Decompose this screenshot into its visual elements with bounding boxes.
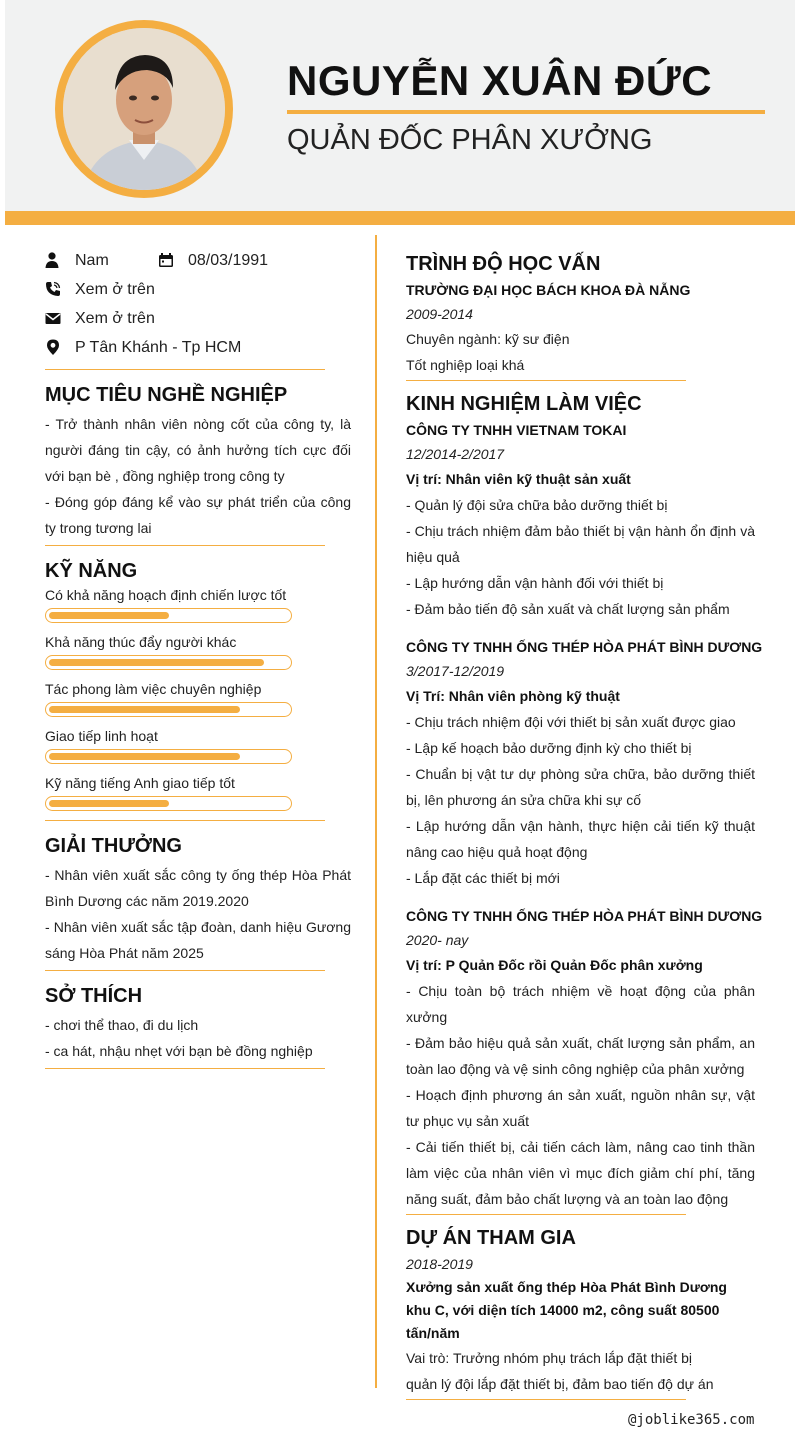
email-icon [45,310,61,326]
section-divider [406,1214,686,1215]
job-duty: - Đảm bảo hiệu quả sản xuất, chất lượng sản phẩm, an toàn lao động và vệ sinh công nghiệp của phân xưởng [406,1035,755,1077]
project-role: Vai trò: Trưởng nhóm phụ trách lắp đặt thiết bị [406,1350,693,1366]
job-company: CÔNG TY TNHH VIETNAM TOKAI [406,422,627,438]
job-duty: - Lập kế hoạch bảo dưỡng định kỳ cho thiết bị [406,740,692,756]
name-underline [287,110,765,114]
objective-line: - Trở thành nhân viên nòng cốt của công ty, là người đáng tin cậy, có ảnh hưởng tích cực đối với bạn bè , đồng nghiệp trong công ty [45,416,351,484]
job-company: CÔNG TY TNHH ỐNG THÉP HÒA PHÁT BÌNH DƯƠNG [406,908,763,924]
user-icon [45,252,61,268]
job-position: Vị Trí: Nhân viên phòng kỹ thuật [406,688,620,704]
skill-bar [45,749,292,764]
job-duty: - Chịu toàn bộ trách nhiệm về hoạt động của phân xưởng [406,983,755,1025]
school-name: TRƯỜNG ĐẠI HỌC BÁCH KHOA ĐÀ NẴNG [406,282,691,298]
skill-bar-fill [49,659,264,666]
job-duty: - Lắp đặt các thiết bị mới [406,870,560,886]
job-duty: - Cải tiến thiết bị, cải tiến cách làm, nâng cao tinh thần làm việc của nhân viên vì mục đích giảm chí phí, tăng năng suất, đảm bảo chất lượng và an toàn lao động [406,1139,755,1207]
section-divider [45,820,325,821]
job-duty: - Đảm bảo tiến độ sản xuất và chất lượng sản phẩm [406,601,730,617]
skill-bar-fill [49,706,240,713]
candidate-role: QUẢN ĐỐC PHÂN XƯỞNG [287,124,653,156]
left-column [45,250,351,1083]
job-position: Vị trí: Nhân viên kỹ thuật sản xuất [406,471,631,487]
gender-value: Nam [75,252,109,269]
phone-icon [45,281,61,297]
skill-bar-fill [49,612,169,619]
job-duty: - Chịu trách nhiệm đảm bảo thiết bị vận hành ổn định và hiệu quả [406,523,755,565]
job-duty: - Quản lý đội sửa chữa bảo dưỡng thiết bị [406,497,668,513]
hobbies-title: SỞ THÍCH [45,985,143,1007]
projects-title: DỰ ÁN THAM GIA [406,1227,576,1249]
job-entry [406,418,755,622]
skill-label: Khả năng thúc đẩy người khác [45,634,237,650]
hobby-line: - ca hát, nhậu nhẹt với bạn bè đồng nghiệp [45,1043,313,1059]
section-divider [45,1068,325,1069]
avatar [63,28,225,190]
skill-label: Có khả năng hoạch định chiến lược tốt [45,587,287,603]
objective-line: - Đóng góp đáng kể vào sự phát triển của công ty trong tương lai [45,494,351,536]
header-accent-bar [5,211,795,225]
objective-title: MỤC TIÊU NGHỀ NGHIỆP [45,384,288,406]
job-entry [406,635,763,891]
skill-bar-fill [49,800,169,807]
contact-row-phone [45,279,351,308]
contact-row-address [45,337,351,366]
job-period: 2020- nay [406,932,469,948]
project-detail: quản lý đội lắp đặt thiết bị, đảm bao tiến độ dự án [406,1376,714,1392]
profile-photo [63,28,225,190]
job-position: Vị trí: P Quản Đốc rồi Quản Đốc phân xưởng [406,957,703,973]
contact-row-email [45,308,351,337]
avatar-ring [55,20,233,198]
skill-label: Kỹ năng tiếng Anh giao tiếp tốt [45,775,235,791]
dob-value: 08/03/1991 [188,252,269,269]
awards-title: GIẢI THƯỞNG [45,835,182,857]
job-entry [406,904,763,1212]
email-value: Xem ở trên [75,310,155,327]
candidate-name: NGUYỄN XUÂN ĐỨC [287,57,713,104]
location-pin-icon [45,339,61,355]
phone-value: Xem ở trên [75,281,155,298]
hobby-line: - chơi thể thao, đi du lịch [45,1017,199,1033]
skill-bar [45,608,292,623]
section-divider [45,970,325,971]
skill-bar [45,655,292,670]
award-line: - Nhân viên xuất sắc tập đoàn, danh hiệu Gương sáng Hòa Phát năm 2025 [45,919,351,961]
job-duty: - Lập hướng dẫn vận hành, thực hiện cải tiến kỹ thuật nâng cao hiệu quả hoạt động [406,818,755,860]
skill-bar [45,702,292,717]
project-period: 2018-2019 [406,1256,473,1272]
section-divider [45,369,325,370]
contact-row-gender-dob [45,250,351,279]
section-divider [406,380,686,381]
education-period: 2009-2014 [406,306,473,322]
calendar-icon [158,252,174,268]
job-period: 3/2017-12/2019 [406,663,505,679]
project-name: Xưởng sản xuất ống thép Hòa Phát Bình Dương khu C, với diện tích 14000 m2, công suất 80500 tấn/năm [406,1279,727,1341]
column-divider [375,235,377,1388]
address-value: P Tân Khánh - Tp HCM [75,339,242,356]
education-title: TRÌNH ĐỘ HỌC VẤN [406,253,601,275]
section-divider [406,1399,686,1400]
right-column [406,253,763,1412]
education-grade: Tốt nghiệp loại khá [406,357,525,373]
skills-title: KỸ NĂNG [45,560,138,582]
job-company: CÔNG TY TNHH ỐNG THÉP HÒA PHÁT BÌNH DƯƠNG [406,639,763,655]
job-duty: - Chịu trách nhiệm đội với thiết bị sản xuất được giao [406,714,736,730]
skill-label: Giao tiếp linh hoạt [45,728,158,744]
watermark: @joblike365.com [628,1412,755,1428]
section-divider [45,545,325,546]
skill-bar-fill [49,753,240,760]
education-major: Chuyên ngành: kỹ sư điện [406,331,570,347]
job-duty: - Lập hướng dẫn vận hành đối với thiết bị [406,575,664,591]
job-duty: - Hoạch định phương án sản xuất, nguồn nhân sự, vật tư phục vụ sản xuất [406,1087,755,1129]
job-period: 12/2014-2/2017 [406,446,505,462]
experience-title: KINH NGHIỆM LÀM VIỆC [406,393,642,415]
job-duty: - Chuẩn bị vật tư dự phòng sửa chữa, bảo dưỡng thiết bị, lên phương án sửa chữa khi sự cố [406,766,755,808]
skill-bar [45,796,292,811]
award-line: - Nhân viên xuất sắc công ty ống thép Hòa Phát Bình Dương các năm 2019.2020 [45,867,351,909]
skill-label: Tác phong làm việc chuyên nghiệp [45,681,262,697]
